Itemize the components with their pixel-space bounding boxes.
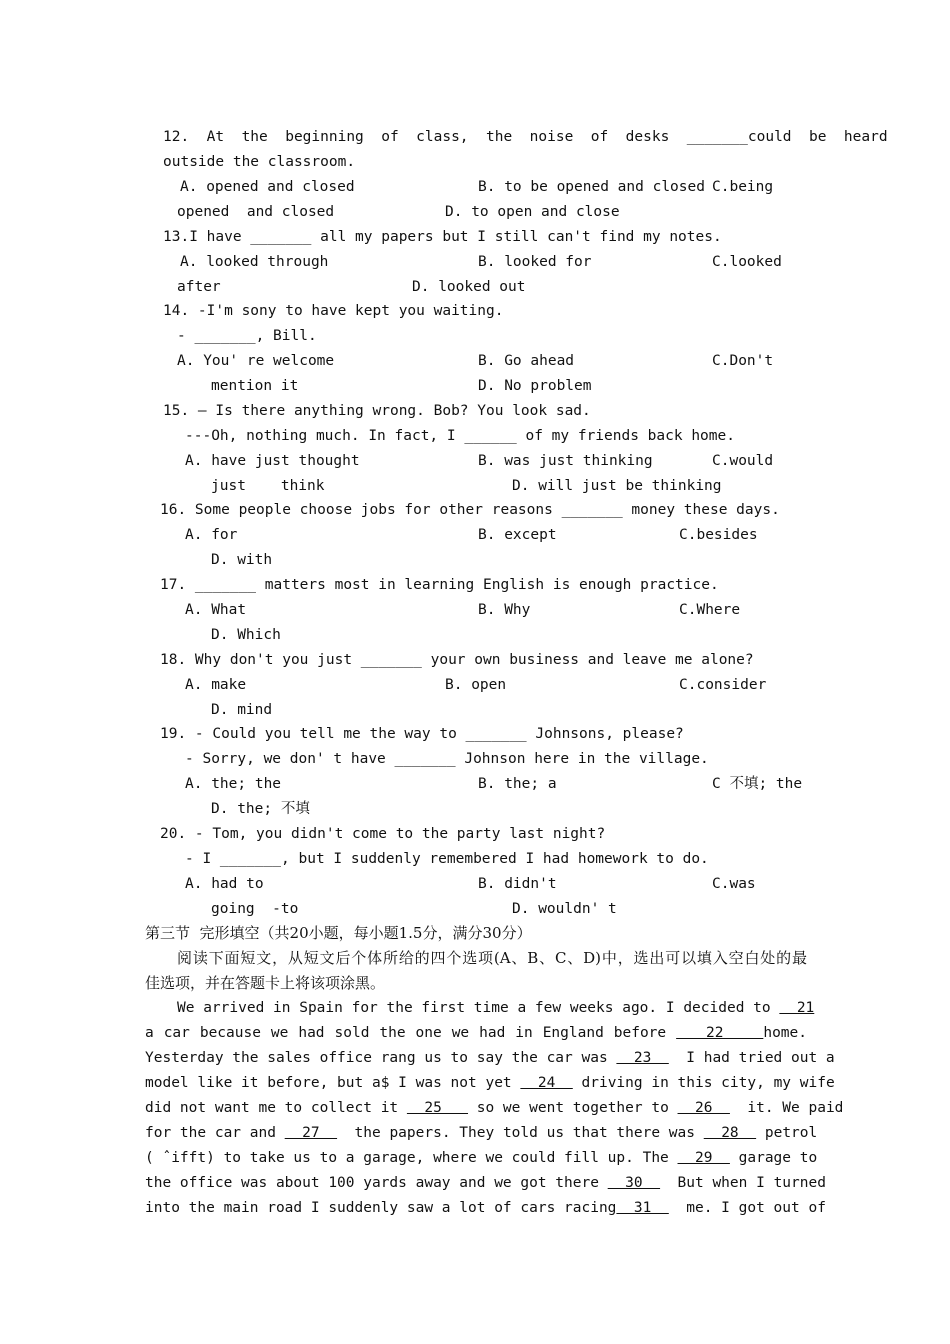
blank-26: 26 <box>677 1100 730 1116</box>
option-a: A. the; the <box>185 776 282 792</box>
option-d: D. with <box>211 552 273 568</box>
blank-28: 28 <box>703 1125 757 1141</box>
option-a: A. You' re welcome <box>177 353 335 369</box>
option-b: B. except <box>478 527 557 543</box>
question-stem: outside the classroom. <box>163 154 356 170</box>
section-instructions: 佳选项，并在答题卡上将该项涂黑。 <box>145 974 386 992</box>
option-b: B. looked for <box>478 254 592 270</box>
blank-31: 31 <box>616 1200 669 1216</box>
option-c: C.looked <box>712 254 782 270</box>
passage-line: a car because we had sold the one we had in England before 22 home. <box>145 1025 807 1041</box>
option-b: B. the; a <box>478 776 557 792</box>
option-d: D. the; 不填 <box>211 801 310 817</box>
question-stem: - I _______, but I suddenly remembered I had homework to do. <box>185 851 709 867</box>
blank-23: 23 <box>616 1050 669 1066</box>
passage-line: Yesterday the sales office rang us to say the car was 23 I had tried out a <box>145 1050 835 1066</box>
option-d: D. will just be thinking <box>512 478 722 494</box>
question-stem: - _______, Bill. <box>177 328 317 344</box>
option-b: B. Go ahead <box>478 353 575 369</box>
option-a: A. What <box>185 602 247 618</box>
option-c-continued: after <box>177 279 221 295</box>
option-b: B. didn't <box>478 876 557 892</box>
option-c: C.being <box>712 179 774 195</box>
question-stem: 20. - Tom, you didn't come to the party last night? <box>160 826 606 842</box>
option-d: D. wouldn' t <box>512 901 617 917</box>
section-instructions: 阅读下面短文，从短文后个体所给的四个选项(A、B、C、D)中，选出可以填入空白处的最 <box>177 949 807 967</box>
option-d: D. looked out <box>412 279 526 295</box>
blank-30: 30 <box>607 1175 661 1191</box>
option-c: C.Where <box>679 602 741 618</box>
section-heading: 第三节 完形填空（共20小题，每小题1.5分，满分30分） <box>145 924 532 942</box>
option-d: D. Which <box>211 627 281 643</box>
option-a: A. had to <box>185 876 264 892</box>
option-b: B. to be opened and closed <box>478 179 705 195</box>
blank-25: 25 <box>406 1100 469 1116</box>
blank-22: 22 <box>676 1025 764 1041</box>
blank-29: 29 <box>677 1150 730 1166</box>
option-c-continued: going -to <box>211 901 299 917</box>
blank-24: 24 <box>520 1075 573 1091</box>
question-stem: 16. Some people choose jobs for other reasons _______ money these days. <box>160 502 780 518</box>
passage-line: did not want me to collect it 25 so we went together to 26 it. We paid <box>145 1100 844 1116</box>
question-stem: ---Oh, nothing much. In fact, I ______ of my friends back home. <box>185 428 735 444</box>
passage-line: We arrived in Spain for the first time a few weeks ago. I decided to 21 <box>177 1000 815 1016</box>
question-stem: 15. — Is there anything wrong. Bob? You look sad. <box>163 403 591 419</box>
option-b: B. was just thinking <box>478 453 653 469</box>
option-d: D. to open and close <box>445 204 620 220</box>
question-stem: 13.I have _______ all my papers but I still can't find my notes. <box>163 229 722 245</box>
option-d: D. mind <box>211 702 273 718</box>
blank-21: 21 <box>779 1000 815 1016</box>
passage-line: into the main road I suddenly saw a lot of cars racing 31 me. I got out of <box>145 1200 826 1216</box>
option-c: C 不填; the <box>712 776 803 792</box>
option-c: C.would <box>712 453 774 469</box>
option-d: D. No problem <box>478 378 592 394</box>
option-c: C.besides <box>679 527 758 543</box>
passage-line: for the car and 27 the papers. They told us that there was 28 petrol <box>145 1125 818 1141</box>
question-stem: 12. At the beginning of class, the noise of desks _______could be heard <box>163 129 888 145</box>
question-stem: - Sorry, we don' t have _______ Johnson here in the village. <box>185 751 709 767</box>
passage-line: model like it before, but a$ I was not yet 24 driving in this city, my wife <box>145 1075 835 1091</box>
option-a: A. opened and closed <box>180 179 355 195</box>
option-c: C.consider <box>679 677 767 693</box>
option-c: C.was <box>712 876 756 892</box>
option-a: A. make <box>185 677 247 693</box>
question-stem: 18. Why don't you just _______ your own business and leave me alone? <box>160 652 754 668</box>
option-c-continued: mention it <box>211 378 299 394</box>
option-a: A. have just thought <box>185 453 360 469</box>
question-stem: 14. -I'm sony to have kept you waiting. <box>163 303 504 319</box>
passage-line: ( ˆifft) to take us to a garage, where we could fill up. The 29 garage to <box>145 1150 818 1166</box>
question-stem: 17. _______ matters most in learning English is enough practice. <box>160 577 719 593</box>
option-b: B. open <box>445 677 507 693</box>
option-b: B. Why <box>478 602 531 618</box>
option-c: C.Don't <box>712 353 774 369</box>
option-c-continued: opened and closed <box>177 204 335 220</box>
passage-line: the office was about 100 yards away and we got there 30 But when I turned <box>145 1175 826 1191</box>
question-stem: 19. - Could you tell me the way to _______ Johnsons, please? <box>160 726 684 742</box>
option-a: A. looked through <box>180 254 329 270</box>
blank-27: 27 <box>284 1125 338 1141</box>
option-c-continued: just think <box>211 478 325 494</box>
option-a: A. for <box>185 527 238 543</box>
